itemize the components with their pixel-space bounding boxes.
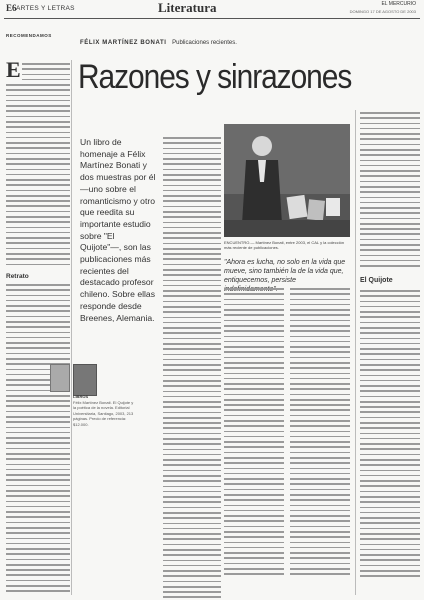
- lead-paragraph: Un libro de homenaje a Félix Martínez Bonati y dos muestras por él —uno sobre el romanticismo y otro que reedita su importante estudio sobre "El Quijote"—, son las publicaciones más recientes del destacado profesor chileno. Sobre ellas responde desde Breenes, Alemania.: [80, 137, 156, 323]
- byline: [80, 40, 237, 46]
- header-rule: [4, 18, 420, 19]
- left-column-text-lower: [6, 284, 70, 596]
- photo-caption: ENCUENTRO.— Martínez Bonati, entre 2003, el CAL y la colección más reciente de publicaciones.: [224, 240, 345, 250]
- photo-figure: [224, 124, 350, 237]
- column-divider-right: [355, 110, 356, 595]
- drop-cap: E: [6, 57, 21, 82]
- book-cover: [73, 364, 97, 396]
- topic-heading: Literatura: [158, 0, 217, 15]
- page-number: E6: [6, 3, 17, 13]
- author-name: FÉLIX MARTÍNEZ BONATI: [80, 40, 167, 46]
- kicker: RECOMENDAMOS: [6, 33, 52, 38]
- book-cover-small: [50, 364, 70, 392]
- newspaper-name: EL MERCURIO: [381, 1, 416, 7]
- right-column-text: [360, 112, 420, 270]
- left-column-text: [6, 84, 70, 269]
- book-info: Félix Martínez Bonati. El Quijote y la poética de la novela. Editorial Universitaria, Santiago, 2003, 213 páginas. Precio de referencia: $12.000.: [73, 400, 134, 427]
- byline-tail: Publicaciones recientes.: [172, 40, 237, 46]
- subhead-quijote: El Quijote: [360, 277, 393, 284]
- left-column-text-top: [22, 63, 70, 84]
- book-label: LIBROS: [73, 394, 89, 399]
- body-column-3: [224, 288, 284, 578]
- right-column-text-lower: [360, 290, 420, 580]
- column-divider: [71, 60, 72, 595]
- pull-quote: "Ahora es lucha, no solo en la vida que mueve, sino también la de la vida que, entiquecemos, persiste: [224, 259, 346, 284]
- body-column-4: [290, 288, 350, 578]
- headline: Razones y sinrazones: [78, 58, 352, 96]
- body-column-2: [163, 137, 221, 600]
- subhead-retrato: Retrato: [6, 273, 29, 280]
- newspaper-date: DOMINGO 17 DE AGOSTO DE 2003: [349, 9, 416, 14]
- author-photo: [224, 124, 350, 237]
- section-name: ARTES Y LETRAS: [16, 5, 75, 12]
